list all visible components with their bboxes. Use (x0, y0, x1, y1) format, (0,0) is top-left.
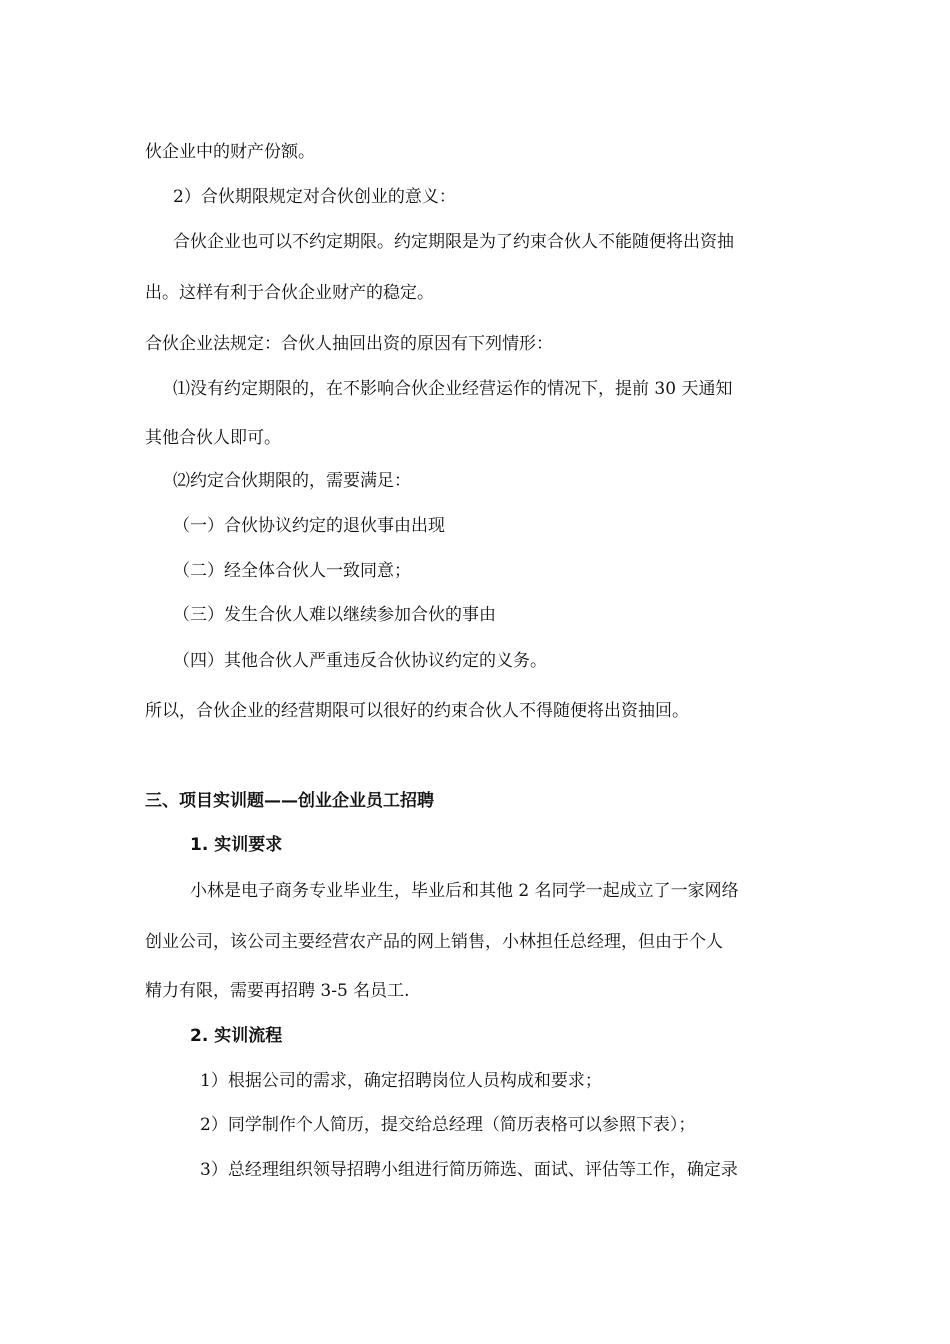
list-item: 3）总经理组织领导招聘小组进行简历筛选、面试、评估等工作，确定录 (200, 1160, 738, 1180)
subsection-heading: 2. 实训流程 (190, 1026, 283, 1046)
paragraph: 精力有限，需要再招聘 3-5 名员工. (145, 981, 410, 1001)
paragraph: 小林是电子商务专业毕业生，毕业后和其他 2 名同学一起成立了一家网络 (190, 881, 739, 901)
paragraph: 创业公司，该公司主要经营农产品的网上销售，小林担任总经理，但由于个人 (145, 932, 723, 952)
list-item: （三）发生合伙人难以继续参加合伙的事由 (173, 605, 496, 625)
list-item: 2）同学制作个人简历，提交给总经理（简历表格可以参照下表）； (200, 1115, 696, 1135)
paragraph: 2）合伙期限规定对合伙创业的意义： (173, 187, 456, 207)
paragraph: 出。这样有利于合伙企业财产的稳定。 (145, 283, 434, 303)
paragraph: 其他合伙人即可。 (145, 428, 281, 448)
paragraph: 所以，合伙企业的经营期限可以很好的约束合伙人不得随便将出资抽回。 (145, 701, 689, 721)
paragraph: 合伙企业也可以不约定期限。约定期限是为了约束合伙人不能随便将出资抽 (173, 232, 734, 252)
list-item: （四）其他合伙人严重违反合伙协议约定的义务。 (173, 651, 547, 671)
list-item: 1）根据公司的需求，确定招聘岗位人员构成和要求； (200, 1071, 602, 1091)
subsection-heading: 1. 实训要求 (190, 835, 283, 855)
section-heading: 三、项目实训题——创业企业员工招聘 (145, 791, 434, 811)
list-item: （二）经全体合伙人一致同意； (173, 561, 411, 581)
paragraph: ⑵约定合伙期限的，需要满足： (173, 471, 411, 491)
list-item: （一）合伙协议约定的退伙事由出现 (173, 516, 445, 536)
paragraph: ⑴没有约定期限的，在不影响合伙企业经营运作的情况下，提前 30 天通知 (173, 379, 733, 399)
paragraph: 伙企业中的财产份额。 (145, 142, 315, 162)
paragraph: 合伙企业法规定：合伙人抽回出资的原因有下列情形： (145, 334, 553, 354)
